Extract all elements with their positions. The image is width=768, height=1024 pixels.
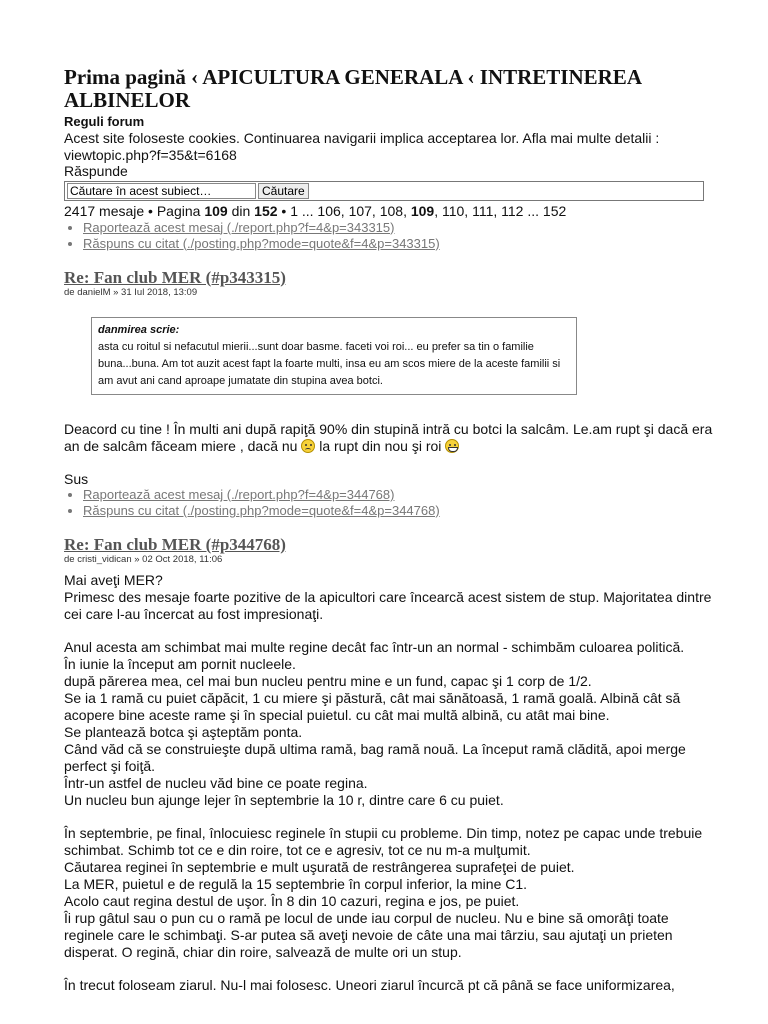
pagination-current-page: 109 [410, 202, 435, 219]
quote-reply-link[interactable]: Răspuns cu citat (./posting.php?mode=quote&f=4&p=344768) [83, 503, 440, 518]
quote-block [91, 317, 577, 395]
list-item [83, 487, 714, 503]
byline-prefix: de [64, 286, 78, 298]
paragraph [64, 639, 714, 809]
report-post-link[interactable]: Raportează acest mesaj (./report.php?f=4&p=344768) [83, 487, 395, 502]
pagination-total: 152 [254, 202, 278, 219]
pagination [64, 203, 714, 220]
reply-button[interactable]: Răspunde [64, 163, 128, 179]
quote-reply-link[interactable]: Răspuns cu citat (./posting.php?mode=quote&f=4&p=343315) [83, 235, 440, 251]
post-title[interactable]: Re: Fan club MER (#p343315) [64, 267, 286, 287]
paragraph [64, 572, 714, 623]
post-byline [64, 287, 714, 299]
post-line: Când văd că se construieşte după ultima ramă, bag ramă nouă. La început ramă clădită, apoi merge perfect şi foiţă. [64, 741, 686, 774]
post-line: Într-un astfel de nucleu văd bine ce poate regina. [64, 775, 368, 791]
post-line: Primesc des mesaje foarte pozitive de la apicultori care încearcă acest sistem de stup. Majoritatea dintre cei care l-au încercat au fost impresionaţi. [64, 589, 712, 622]
pagination-pages[interactable]: • 1 ... 106, 107, 108, [277, 202, 411, 219]
post-line: La MER, puietul e de regulă la 15 septembrie în corpul inferior, la mine C1. [64, 876, 528, 892]
quote-text: asta cu roitul si nefacutul mierii...sunt doar basme. faceti voi roi... eu prefer sa tin o familie buna...buna. Am tot auzit acest fapt la foarte multi, insa eu am scos miere de la aceste familii si am avut ani cand aproape jumatate din stupina avea botci. [98, 340, 561, 387]
page-title: Prima pagină ‹ APICULTURA GENERALA ‹ INTRETINEREA ALBINELOR [64, 65, 641, 112]
post-body [64, 572, 714, 994]
post-line: Anul acesta am schimbat mai multe regine decât fac într-un an normal - schimbăm culoarea politică. [64, 639, 685, 655]
post-title[interactable]: Re: Fan club MER (#p344768) [64, 535, 286, 554]
post-date: » 31 Iul 2018, 13:09 [110, 286, 198, 298]
search-input[interactable] [67, 183, 256, 199]
post-line: Căutarea reginei în septembrie e mult uşurată de restrângerea suprafeţei de puiet. [64, 859, 575, 875]
post-line: Se plantează botca şi aşteptăm ponta. [64, 724, 303, 740]
search-button[interactable]: Căutare [258, 183, 309, 199]
post-line: Acolo caut regina destul de uşor. În 8 din 10 cazuri, regina e jos, pe puiet. [64, 893, 520, 909]
post-body-text: Deacord cu tine ! În multi ani după rapiţă 90% din stupină intră cu botci la salcâm. Le.am rupt şi dacă era an de salcâm făceam miere , dacă nu [64, 420, 713, 454]
post-body-text: la rupt din nou şi roi [315, 437, 446, 454]
pagination-current: 109 [204, 202, 228, 219]
pagination-pages-tail[interactable]: , 110, 111, 112 ... 152 [434, 202, 567, 219]
post-body [64, 421, 714, 455]
post-date: » 02 Oct 2018, 11:06 [131, 554, 223, 565]
sad-face-icon [301, 439, 315, 453]
post-line: Se ia 1 ramă cu puiet căpăcit, 1 cu miere şi păstură, cât mai sănătoasă, 1 ramă goală. Albină cât să acopere bine aceste rame şi în special puietul. cu cât mai multă albină, cu atât mai bine. [64, 690, 681, 723]
post-line: În iunie la început am pornit nucleele. [64, 656, 296, 672]
post-line: Mai aveţi MER? [64, 572, 163, 588]
list-item [83, 503, 714, 519]
report-post-link[interactable]: Raportează acest mesaj (./report.php?f=4&p=343315) [83, 219, 395, 235]
rules-link[interactable]: Reguli forum [64, 114, 145, 129]
paragraph [64, 977, 714, 994]
post-line: după părerea mea, cel mai bun nucleu pentru mine e un fund, capac şi 1 corp de 1/2. [64, 673, 592, 689]
post-line: În trecut foloseam ziarul. Nu-l mai folosesc. Uneori ziarul încurcă pt că până se face uniformizarea, [64, 977, 675, 993]
post-actions-list [64, 220, 714, 252]
back-to-top-link[interactable]: Sus [64, 470, 89, 487]
post-line: Un nucleu bun ajunge lejer în septembrie la 10 r, dintre care 6 cu puiet. [64, 792, 504, 808]
search-bar [64, 181, 704, 201]
list-item [83, 220, 714, 236]
pagination-prefix: 2417 mesaje • Pagina [64, 202, 205, 219]
quote-author: danmirea scrie: [98, 323, 180, 336]
page-content [64, 66, 714, 994]
pagination-of: din [227, 202, 255, 219]
post-byline [64, 554, 714, 566]
post-actions-list [64, 487, 714, 519]
paragraph [64, 825, 714, 961]
laughing-face-icon [445, 439, 459, 453]
post-author[interactable]: danielM [77, 286, 111, 298]
byline-prefix: de [64, 554, 78, 565]
post-line: În septembrie, pe final, înlocuiesc reginele în stupii cu probleme. Din timp, notez pe capac unde trebuie schimbat. Schimb tot ce e din roire, tot ce e agresiv, tot ce nu m-a mulţumit. [64, 825, 703, 858]
post-line: Îi rup gâtul sau o pun cu o ramă pe locul de unde iau corpul de nucleu. Nu e bine să omorâţi toate reginele care le schimbaţi. S-ar putea să aveţi nevoie de câte una mai târziu, sau ajutaţi un prieten disperat. O regină, chiar din roire, salvează de multe ori un stup. [64, 910, 673, 960]
cookie-notice: Acest site foloseste cookies. Continuarea navigarii implica acceptarea lor. Afla mai multe detalii : viewtopic.php?f=35&t=6168 [64, 130, 660, 163]
list-item [83, 236, 714, 252]
post-author[interactable]: cristi_vidican [77, 554, 132, 565]
